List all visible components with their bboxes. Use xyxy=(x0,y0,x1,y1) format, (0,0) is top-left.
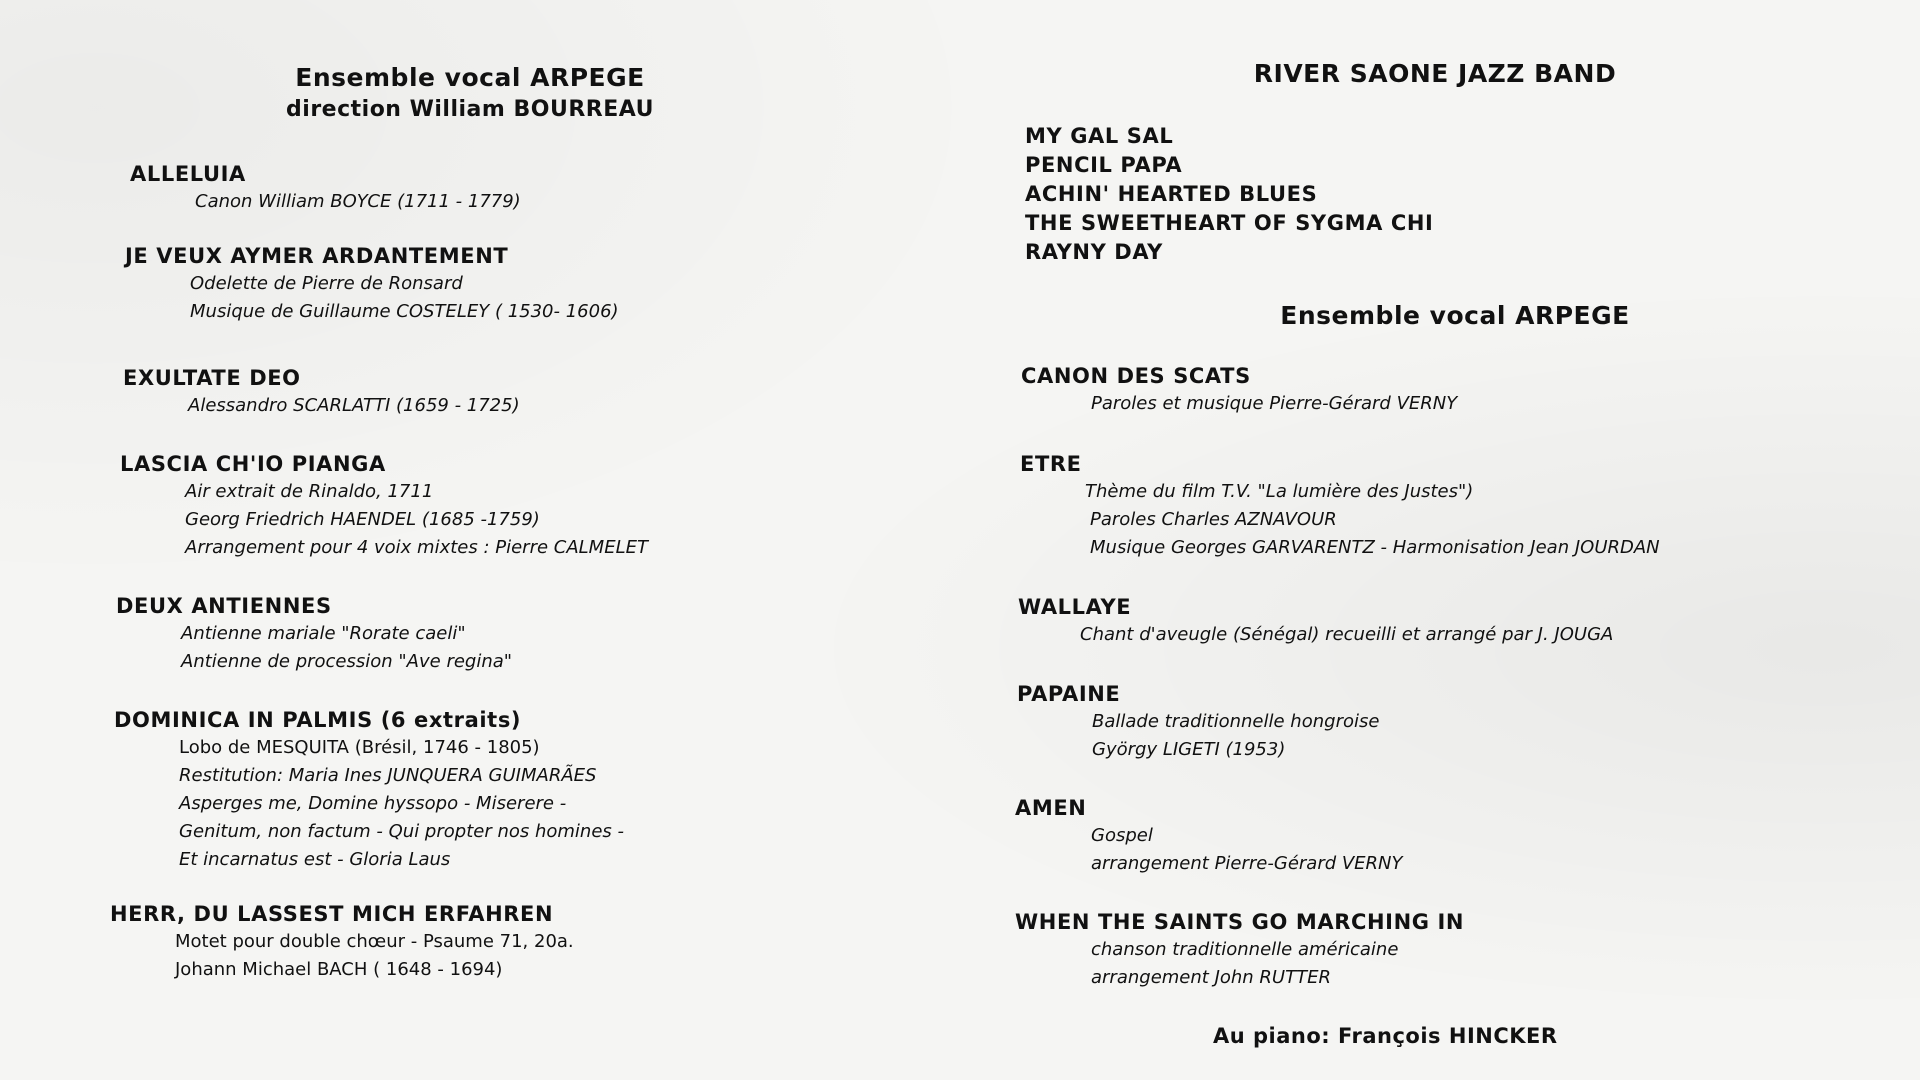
piece-detail: Antienne mariale "Rorate caeli" xyxy=(181,623,466,644)
song-item: THE SWEETHEART OF SYGMA CHI xyxy=(1025,211,1434,235)
piece-detail: Et incarnatus est - Gloria Laus xyxy=(179,849,451,870)
piece-detail: Musique de Guillaume COSTELEY ( 1530- 1606) xyxy=(190,301,619,322)
piece-detail: Arrangement pour 4 voix mixtes : Pierre CALMELET xyxy=(185,537,648,558)
left-piece-3 xyxy=(123,364,520,420)
right-piece-5 xyxy=(1015,794,1403,878)
piece-detail: Odelette de Pierre de Ronsard xyxy=(190,273,463,294)
piece-detail: Antienne de procession "Ave regina" xyxy=(181,651,513,672)
left-piece-1 xyxy=(130,160,521,216)
right-heading: RIVER SAONE JAZZ BAND xyxy=(1253,59,1617,88)
piece-title: DEUX ANTIENNES xyxy=(116,594,332,618)
piece-detail: Paroles et musique Pierre-Gérard VERNY xyxy=(1091,393,1458,414)
left-heading: Ensemble vocal ARPEGE xyxy=(295,63,645,92)
piece-detail: Johann Michael BACH ( 1648 - 1694) xyxy=(175,959,503,980)
piece-title: LASCIA CH'IO PIANGA xyxy=(120,452,386,476)
song-item: MY GAL SAL xyxy=(1025,124,1174,148)
piece-detail: György LIGETI (1953) xyxy=(1092,739,1286,760)
song-list xyxy=(1025,122,1433,267)
piece-detail: Paroles Charles AZNAVOUR xyxy=(1090,509,1337,530)
piece-title: PAPAINE xyxy=(1017,682,1121,706)
piece-detail: Musique Georges GARVARENTZ - Harmonisation Jean JOURDAN xyxy=(1090,537,1660,558)
piece-title: EXULTATE DEO xyxy=(123,366,301,390)
left-piece-5 xyxy=(116,592,512,676)
piece-title: WHEN THE SAINTS GO MARCHING IN xyxy=(1015,910,1465,934)
right-piece-3 xyxy=(1018,593,1613,649)
piece-detail: chanson traditionnelle américaine xyxy=(1091,939,1399,960)
piece-detail: Alessandro SCARLATTI (1659 - 1725) xyxy=(188,395,520,416)
left-piece-2 xyxy=(125,242,619,326)
piece-detail: Restitution: Maria Ines JUNQUERA GUIMARÃES xyxy=(179,765,597,786)
left-piece-4 xyxy=(120,450,648,562)
piece-detail: Thème du film T.V. "La lumière des Justes") xyxy=(1085,481,1474,502)
piece-detail: Canon William BOYCE (1711 - 1779) xyxy=(195,191,521,212)
piece-detail: Georg Friedrich HAENDEL (1685 -1759) xyxy=(185,509,540,530)
piece-title: WALLAYE xyxy=(1018,595,1132,619)
piece-detail: arrangement Pierre-Gérard VERNY xyxy=(1091,853,1403,874)
left-piece-6 xyxy=(114,706,624,874)
piece-title: ETRE xyxy=(1020,452,1082,476)
piece-detail: Chant d'aveugle (Sénégal) recueilli et arrangé par J. JOUGA xyxy=(1080,624,1614,645)
right-piece-4 xyxy=(1017,680,1379,764)
left-piece-7 xyxy=(110,900,574,984)
piece-detail: Ballade traditionnelle hongroise xyxy=(1092,711,1380,732)
song-item: ACHIN' HEARTED BLUES xyxy=(1025,182,1318,206)
song-item: PENCIL PAPA xyxy=(1025,153,1183,177)
piece-title: CANON DES SCATS xyxy=(1021,364,1251,388)
piece-title: DOMINICA IN PALMIS (6 extraits) xyxy=(114,708,522,732)
right-piece-6 xyxy=(1015,908,1464,992)
piece-detail: Genitum, non factum - Qui propter nos homines - xyxy=(179,821,624,842)
piece-detail: Air extrait de Rinaldo, 1711 xyxy=(185,481,434,502)
right-heading-2: Ensemble vocal ARPEGE xyxy=(1280,301,1630,330)
piece-detail: arrangement John RUTTER xyxy=(1091,967,1331,988)
right-piece-2 xyxy=(1020,450,1660,562)
piece-detail: Lobo de MESQUITA (Brésil, 1746 - 1805) xyxy=(179,737,540,758)
piece-title: JE VEUX AYMER ARDANTEMENT xyxy=(125,244,509,268)
piece-detail: Motet pour double chœur - Psaume 71, 20a. xyxy=(175,931,574,952)
pianist-credit: Au piano: François HINCKER xyxy=(1213,1024,1558,1048)
piece-title: HERR, DU LASSEST MICH ERFAHREN xyxy=(110,902,554,926)
right-piece-1 xyxy=(1021,362,1457,418)
piece-detail: Gospel xyxy=(1091,825,1153,846)
piece-detail: Asperges me, Domine hyssopo - Miserere - xyxy=(179,793,567,814)
piece-title: ALLELUIA xyxy=(130,162,246,186)
song-item: RAYNY DAY xyxy=(1025,240,1163,264)
piece-title: AMEN xyxy=(1015,796,1087,820)
left-subheading: direction William BOURREAU xyxy=(286,97,654,122)
